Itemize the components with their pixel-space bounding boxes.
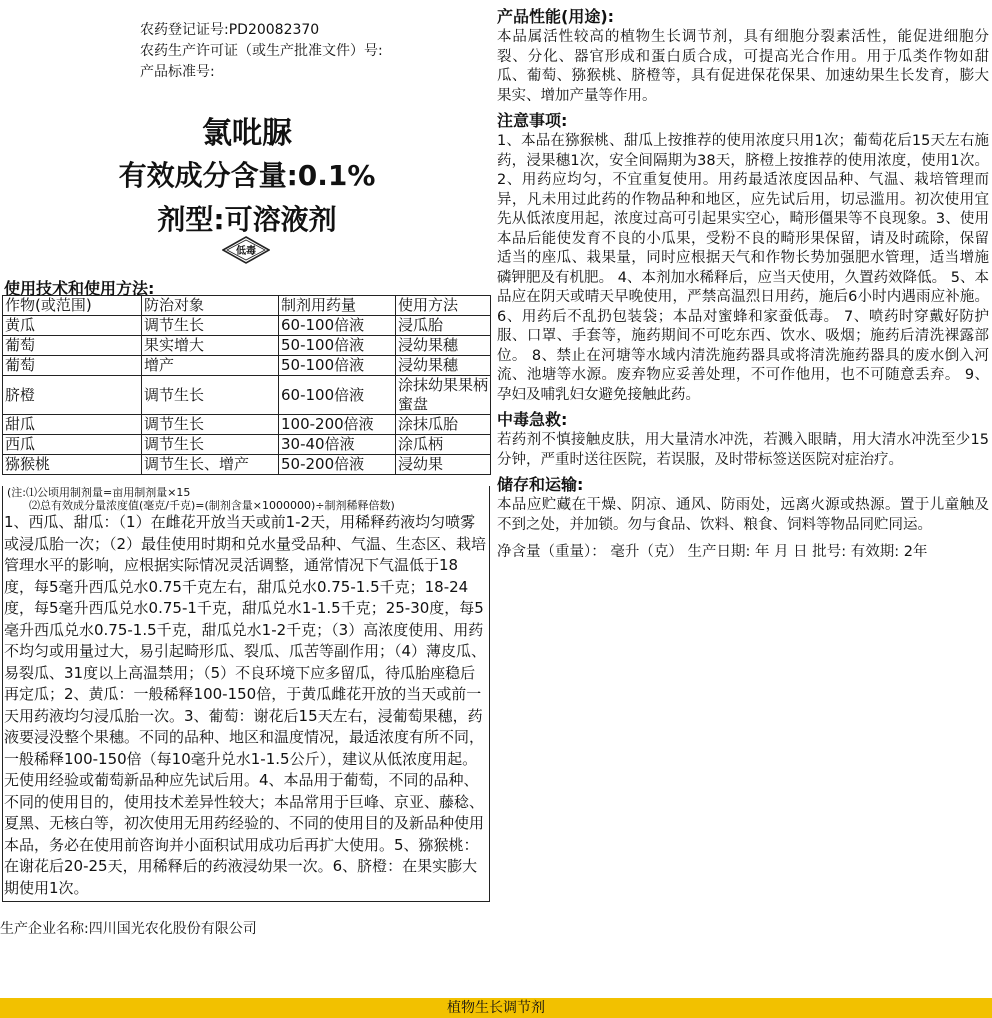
table-row (3, 376, 491, 415)
cell-crop: 猕猴桃 (3, 455, 142, 475)
table-row (3, 455, 491, 475)
cell-target: 果实增大 (142, 336, 279, 356)
header-crop: 作物(或范围) (3, 296, 142, 316)
toxicity-label: 低毒 (236, 246, 256, 257)
product-standard: 产品标准号: (140, 64, 215, 80)
table-row (3, 316, 491, 336)
precautions-heading: 注意事项: (497, 111, 568, 130)
active-content: 有效成分含量:0.1% (118, 159, 376, 192)
table-row (3, 415, 491, 435)
cell-dosage: 50-100倍液 (279, 356, 396, 376)
cell-method: 涂抹幼果果柄蜜盘 (396, 376, 491, 415)
usage-notes-box (2, 486, 490, 902)
manufacturer: 生产企业名称:四川国光农化股份有限公司 (0, 921, 257, 937)
product-name: 氯吡脲 (202, 116, 292, 151)
usage-heading: 使用技术和使用方法: (4, 279, 155, 298)
cell-crop: 葡萄 (3, 356, 142, 376)
cell-target: 调节生长 (142, 316, 279, 336)
note-concentration: ⑵总有效成分量浓度值(毫克/千克)=(制剂含量×1000000)÷制剂稀释倍数) (29, 499, 395, 512)
precautions-text: 1、本品在猕猴桃、甜瓜上按推荐的使用浓度只用1次；葡萄花后15天左右施药，浸果穗1次，安全间隔期为38天，脐橙上按推荐的使用浓度，使用1次。 2、用药应均匀，不宜重复使用。用药最适浓度因品种、气温、栽培管理而异，凡未用过此药的作物品种和地区，应先试后用，切忌滥用。初次使用宜先从低浓度用起，浓度过高可引起果实空心，畸形僵果等不良现象。3、使用本品后能使发育不良的小瓜果，受粉不良的畸形果保留，请及时疏除，保留适当的座瓜、栽果量，同时应根据天气和作物长势加强肥水管理，适当增施磷钾肥及有机肥。 4、本剂加水稀释后，应当天使用，久置药效降低。 5、本品应在阴天或晴天早晚使用，严禁高温烈日用药，施后6小时内遇雨应补施。 6、用药后不乱扔包装袋；本品对蜜蜂和家蚕低毒。 7、喷药时穿戴好防护服、口罩、手套等，施药期间不可吃东西、饮水、吸烟；施药后清洗裸露部位。 8、禁止在河塘等水域内清洗施药器具或将清洗施药器具的废水倒入河流、池塘等水源。废弃物应妥善处理，不可作他用，也不可随意丢弃。 9、孕妇及哺乳妇女避免接触此药。 (497, 133, 989, 403)
performance-heading: 产品性能(用途): (497, 7, 615, 26)
cell-crop: 甜瓜 (3, 415, 142, 435)
cell-dosage: 100-200倍液 (279, 415, 396, 435)
storage-heading: 储存和运输: (497, 475, 584, 494)
cell-target: 调节生长 (142, 415, 279, 435)
usage-table (2, 295, 491, 475)
cell-crop: 脐橙 (3, 376, 142, 415)
first-aid-heading: 中毒急救: (497, 410, 568, 429)
cell-method: 浸幼果穗 (396, 356, 491, 376)
performance-text: 本品属活性较高的植物生长调节剂，具有细胞分裂素活性，能促进细胞分裂、分化、器官形成和蛋白质合成，可提高光合作用。用于瓜类作物如甜瓜、葡萄、猕猴桃、脐橙等，具有促进保花保果、加速幼果生长发育，膨大果实、增加产量等作用。 (497, 29, 989, 104)
usage-details: 1、西瓜、甜瓜：（1）在雌花开放当天或前1-2天，用稀释药液均匀喷雾或浸瓜胎一次；（2）最佳使用时期和兑水量受品种、气温、生态区、栽培管理水平的影响，应根据实际情况灵活调整，通常情况下气温低于18度，每5毫升西瓜兑水0.75千克左右，甜瓜兑水0.75-1.5千克；18-24度，每5毫升西瓜兑水0.75-1千克，甜瓜兑水1-1.5千克；25-30度，每5毫升西瓜兑水0.75-1.5千克，甜瓜兑水1-2千克；（3）高浓度使用、用药不均匀或用量过大，易引起畸形瓜、裂瓜、瓜苦等副作用；（4）薄皮瓜、易裂瓜、31度以上高温禁用；（5）不良环境下应多留瓜，待瓜胎座稳后再定瓜；2、黄瓜：一般稀释100-150倍，于黄瓜雌花开放的当天或前一天用药液均匀浸瓜胎一次。3、葡萄：谢花后15天左右，浸葡萄果穗，药液要浸没整个果穗。不同的品种、地区和温度情况，最适浓度有所不同，一般稀释100-150倍（每10毫升兑水1-1.5公斤），建议从低浓度用起。无使用经验或葡萄新品种应先试后用。4、本品用于葡萄，不同的品种、不同的使用目的，使用技术差异性较大；本品常用于巨峰、京亚、藤稔、夏黑、无核白等，初次使用无用药经验的、不同的使用目的及新品种使用本品，务必在使用前咨询并小面积试用成功后再扩大使用。5、猕猴桃：在谢花后20-25天，用稀释后的药液浸幼果一次。6、脐橙：在果实膨大期使用1次。 (4, 513, 487, 897)
right-column (497, 6, 989, 567)
header-dosage: 制剂用药量 (279, 296, 396, 316)
note-hectare: (注:⑴公顷用制剂量=亩用制剂量×15 (7, 486, 191, 499)
header-method: 使用方法 (396, 296, 491, 316)
cell-target: 调节生长 (142, 376, 279, 415)
table-row (3, 435, 491, 455)
cell-method: 浸瓜胎 (396, 316, 491, 336)
header-target: 防治对象 (142, 296, 279, 316)
first-aid-text: 若药剂不慎接触皮肤，用大量清水冲洗，若溅入眼睛，用大清水冲洗至少15分钟，严重时送往医院，若误服，及时带标签送医院对症治疗。 (497, 432, 989, 468)
net-content-line: 净含量（重量）： 毫升（克） 生产日期: 年 月 日 批号: 有效期: 2年 (497, 544, 928, 560)
cell-dosage: 60-100倍液 (279, 376, 396, 415)
cell-target: 增产 (142, 356, 279, 376)
cell-crop: 葡萄 (3, 336, 142, 356)
cell-target: 调节生长、增产 (142, 455, 279, 475)
table-row (3, 336, 491, 356)
cell-dosage: 30-40倍液 (279, 435, 396, 455)
footer-banner: 植物生长调节剂 (0, 998, 992, 1018)
low-toxicity-badge (222, 236, 270, 264)
cell-dosage: 60-100倍液 (279, 316, 396, 336)
cell-target: 调节生长 (142, 435, 279, 455)
cell-method: 浸幼果穗 (396, 336, 491, 356)
table-row (3, 356, 491, 376)
table-header-row (3, 296, 491, 316)
cell-method: 涂抹瓜胎 (396, 415, 491, 435)
cell-dosage: 50-200倍液 (279, 455, 396, 475)
formulation: 剂型:可溶液剂 (157, 203, 337, 236)
cell-method: 浸幼果 (396, 455, 491, 475)
cell-crop: 西瓜 (3, 435, 142, 455)
cell-crop: 黄瓜 (3, 316, 142, 336)
registration-block (140, 20, 383, 83)
production-license: 农药生产许可证（或生产批准文件）号: (140, 43, 383, 59)
storage-text: 本品应贮藏在干燥、阴凉、通风、防雨处，远离火源或热源。置于儿童触及不到之处，并加锁。勿与食品、饮料、粮食、饲料等物品同贮同运。 (497, 497, 989, 533)
cell-method: 涂瓜柄 (396, 435, 491, 455)
registration-number: 农药登记证号:PD20082370 (140, 22, 320, 38)
cell-dosage: 50-100倍液 (279, 336, 396, 356)
